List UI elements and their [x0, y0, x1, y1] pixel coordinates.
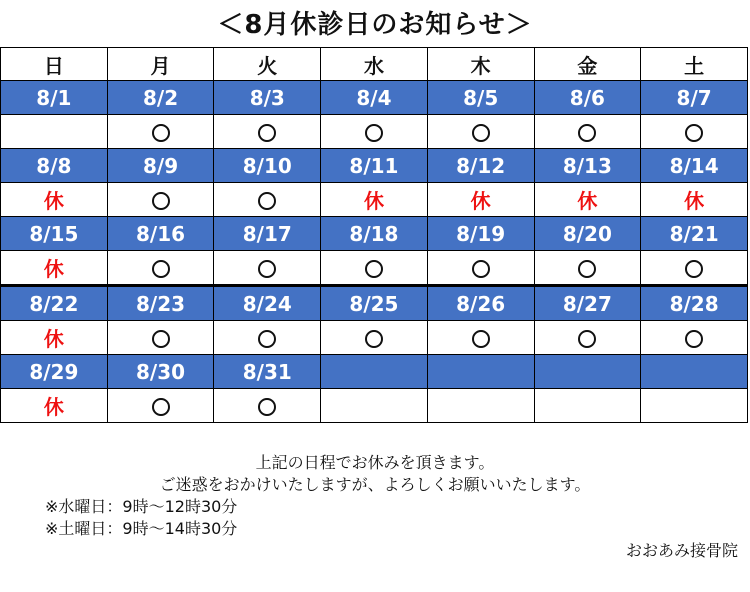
- date-cell: 8/3: [214, 81, 321, 115]
- open-circle-icon: [152, 192, 170, 210]
- date-cell: 8/18: [321, 217, 428, 251]
- date-cell: [534, 355, 641, 389]
- wednesday-hours: ※水曜日：9時〜12時30分: [45, 497, 238, 516]
- closed-mark: 休: [43, 189, 64, 213]
- status-cell: [321, 389, 428, 423]
- date-row: [1, 81, 748, 115]
- date-cell: 8/11: [321, 149, 428, 183]
- status-cell: [1, 251, 108, 286]
- calendar-body: [1, 81, 748, 423]
- date-cell: 8/4: [321, 81, 428, 115]
- status-cell: [641, 183, 748, 217]
- weekday-wed: 水: [321, 48, 428, 81]
- closed-mark: 休: [43, 395, 64, 419]
- status-cell: [534, 389, 641, 423]
- status-cell: [214, 183, 321, 217]
- status-cell: [214, 321, 321, 355]
- status-cell: [1, 115, 108, 149]
- open-circle-icon: [258, 260, 276, 278]
- status-cell: [214, 251, 321, 286]
- weekday-sat: 土: [641, 48, 748, 81]
- status-cell: [321, 183, 428, 217]
- weekday-header-row: [1, 48, 748, 81]
- date-cell: 8/23: [107, 286, 214, 321]
- status-cell: [107, 251, 214, 286]
- date-cell: 8/8: [1, 149, 108, 183]
- date-cell: 8/21: [641, 217, 748, 251]
- date-row: [1, 355, 748, 389]
- open-circle-icon: [365, 330, 383, 348]
- date-cell: 8/1: [1, 81, 108, 115]
- date-cell: 8/25: [321, 286, 428, 321]
- open-circle-icon: [258, 124, 276, 142]
- date-cell: 8/13: [534, 149, 641, 183]
- open-circle-icon: [365, 260, 383, 278]
- status-cell: [321, 321, 428, 355]
- date-cell: 8/2: [107, 81, 214, 115]
- status-cell: [641, 321, 748, 355]
- date-row: [1, 217, 748, 251]
- status-cell: [641, 389, 748, 423]
- date-cell: 8/14: [641, 149, 748, 183]
- closed-mark: 休: [43, 327, 64, 351]
- weekday-mon: 月: [107, 48, 214, 81]
- open-circle-icon: [685, 260, 703, 278]
- date-cell: 8/17: [214, 217, 321, 251]
- status-cell: [321, 251, 428, 286]
- open-circle-icon: [152, 398, 170, 416]
- status-cell: [107, 389, 214, 423]
- closed-mark: 休: [363, 189, 384, 213]
- open-circle-icon: [152, 260, 170, 278]
- status-row: [1, 251, 748, 286]
- date-cell: 8/30: [107, 355, 214, 389]
- open-circle-icon: [472, 124, 490, 142]
- date-cell: 8/24: [214, 286, 321, 321]
- page-title: ＜8月休診日のお知らせ＞: [217, 10, 533, 40]
- open-circle-icon: [472, 260, 490, 278]
- status-cell: [641, 115, 748, 149]
- open-circle-icon: [578, 124, 596, 142]
- status-cell: [107, 183, 214, 217]
- status-cell: [534, 321, 641, 355]
- date-row: [1, 149, 748, 183]
- closed-mark: 休: [684, 189, 705, 213]
- date-cell: 8/22: [1, 286, 108, 321]
- date-cell: 8/9: [107, 149, 214, 183]
- status-row: [1, 183, 748, 217]
- open-circle-icon: [258, 398, 276, 416]
- date-cell: [321, 355, 428, 389]
- notes-line2: ご迷惑をおかけいたしますが、よろしくお願いいたします。: [159, 475, 591, 494]
- open-circle-icon: [258, 192, 276, 210]
- holiday-calendar: [0, 47, 748, 423]
- status-cell: [1, 183, 108, 217]
- date-cell: [641, 355, 748, 389]
- weekday-sun: 日: [1, 48, 108, 81]
- notes: [0, 452, 750, 540]
- status-cell: [107, 321, 214, 355]
- status-cell: [641, 251, 748, 286]
- notes-line1: 上記の日程でお休みを頂きます。: [255, 453, 495, 472]
- open-circle-icon: [152, 124, 170, 142]
- date-cell: 8/26: [427, 286, 534, 321]
- date-cell: 8/15: [1, 217, 108, 251]
- status-cell: [427, 321, 534, 355]
- status-cell: [534, 115, 641, 149]
- date-cell: 8/27: [534, 286, 641, 321]
- date-cell: [427, 355, 534, 389]
- status-cell: [427, 389, 534, 423]
- weekday-thu: 木: [427, 48, 534, 81]
- clinic-name: おおあみ接骨院: [625, 541, 738, 560]
- status-cell: [321, 115, 428, 149]
- date-cell: 8/29: [1, 355, 108, 389]
- status-row: [1, 115, 748, 149]
- date-cell: 8/6: [534, 81, 641, 115]
- weekday-tue: 火: [214, 48, 321, 81]
- open-circle-icon: [152, 330, 170, 348]
- status-cell: [427, 115, 534, 149]
- date-cell: 8/10: [214, 149, 321, 183]
- date-row: [1, 286, 748, 321]
- open-circle-icon: [685, 330, 703, 348]
- saturday-hours: ※土曜日：9時〜14時30分: [45, 519, 238, 538]
- closed-mark: 休: [43, 257, 64, 281]
- status-cell: [214, 389, 321, 423]
- date-cell: 8/7: [641, 81, 748, 115]
- date-cell: 8/16: [107, 217, 214, 251]
- status-cell: [534, 251, 641, 286]
- date-cell: 8/19: [427, 217, 534, 251]
- closed-mark: 休: [577, 189, 598, 213]
- date-cell: 8/5: [427, 81, 534, 115]
- status-row: [1, 389, 748, 423]
- open-circle-icon: [258, 330, 276, 348]
- open-circle-icon: [578, 260, 596, 278]
- status-row: [1, 321, 748, 355]
- weekday-fri: 金: [534, 48, 641, 81]
- date-cell: 8/12: [427, 149, 534, 183]
- status-cell: [534, 183, 641, 217]
- status-cell: [427, 251, 534, 286]
- date-cell: 8/31: [214, 355, 321, 389]
- open-circle-icon: [472, 330, 490, 348]
- open-circle-icon: [365, 124, 383, 142]
- status-cell: [1, 321, 108, 355]
- status-cell: [427, 183, 534, 217]
- status-cell: [214, 115, 321, 149]
- open-circle-icon: [578, 330, 596, 348]
- status-cell: [107, 115, 214, 149]
- date-cell: 8/28: [641, 286, 748, 321]
- status-cell: [1, 389, 108, 423]
- date-cell: 8/20: [534, 217, 641, 251]
- open-circle-icon: [685, 124, 703, 142]
- closed-mark: 休: [470, 189, 491, 213]
